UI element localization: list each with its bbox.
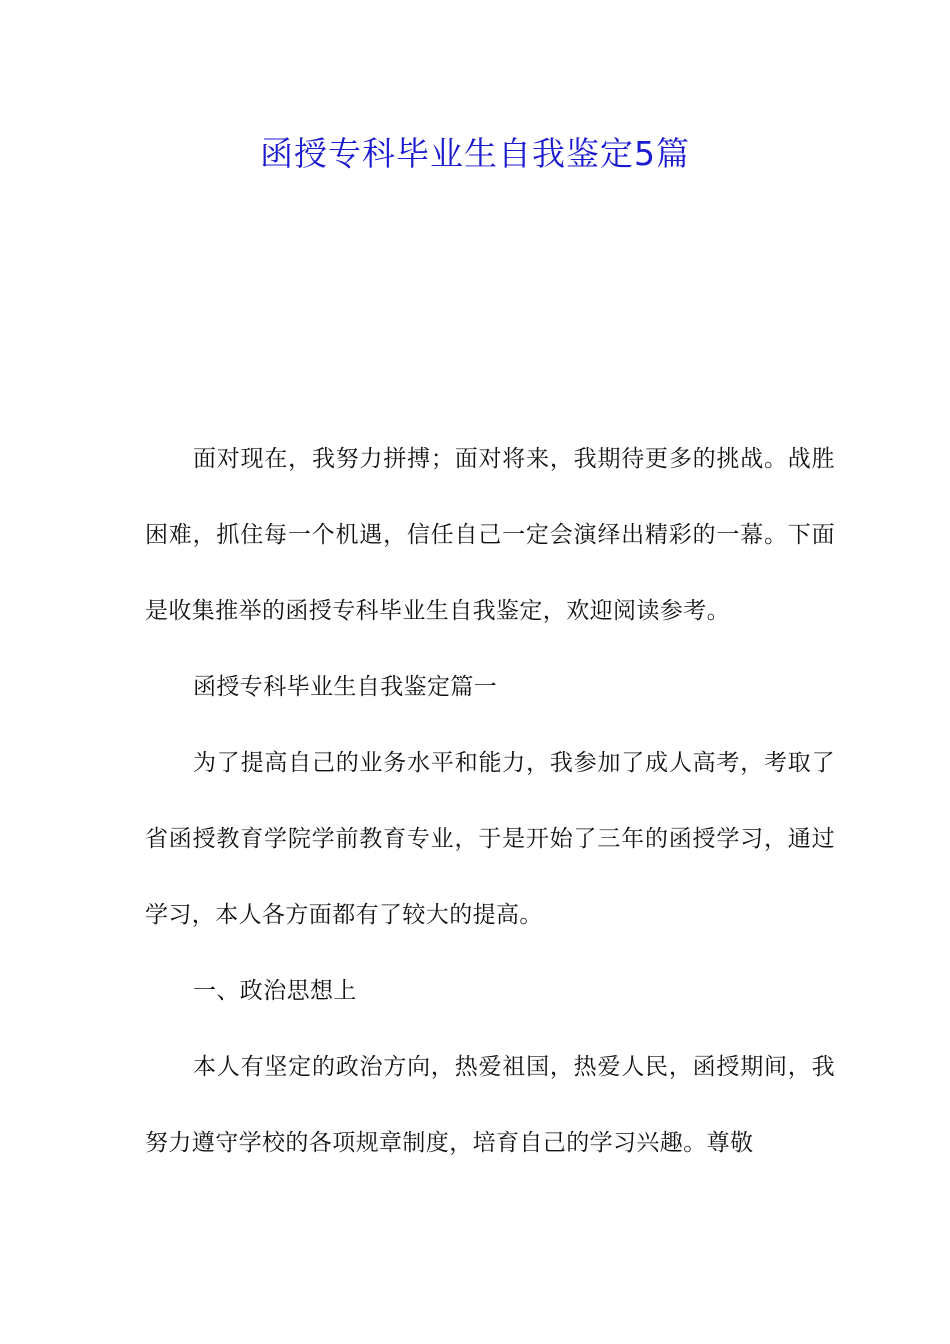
- document-title: 函授专科毕业生自我鉴定5篇: [260, 134, 690, 173]
- intro-paragraph: 面对现在，我努力拼搏；面对将来，我期待更多的挑战。战胜困难，抓住每一个机遇，信任自己一定会演绎出精彩的一幕。下面是收集推举的函授专科毕业生自我鉴定，欢迎阅读参考。: [145, 446, 835, 624]
- section-heading-part-one: 函授专科毕业生自我鉴定篇一: [193, 674, 498, 700]
- document-body: [145, 421, 835, 1181]
- body-paragraph: 为了提高自己的业务水平和能力，我参加了成人高考，考取了省函授教育学院学前教育专业，于是开始了三年的函授学习，通过学习，本人各方面都有了较大的提高。: [145, 750, 835, 928]
- subsection-heading-politics: 一、政治思想上: [193, 978, 357, 1004]
- body-paragraph: 本人有坚定的政治方向，热爱祖国，热爱人民，函授期间，我努力遵守学校的各项规章制度，培育自己的学习兴趣。尊敬: [145, 1054, 835, 1156]
